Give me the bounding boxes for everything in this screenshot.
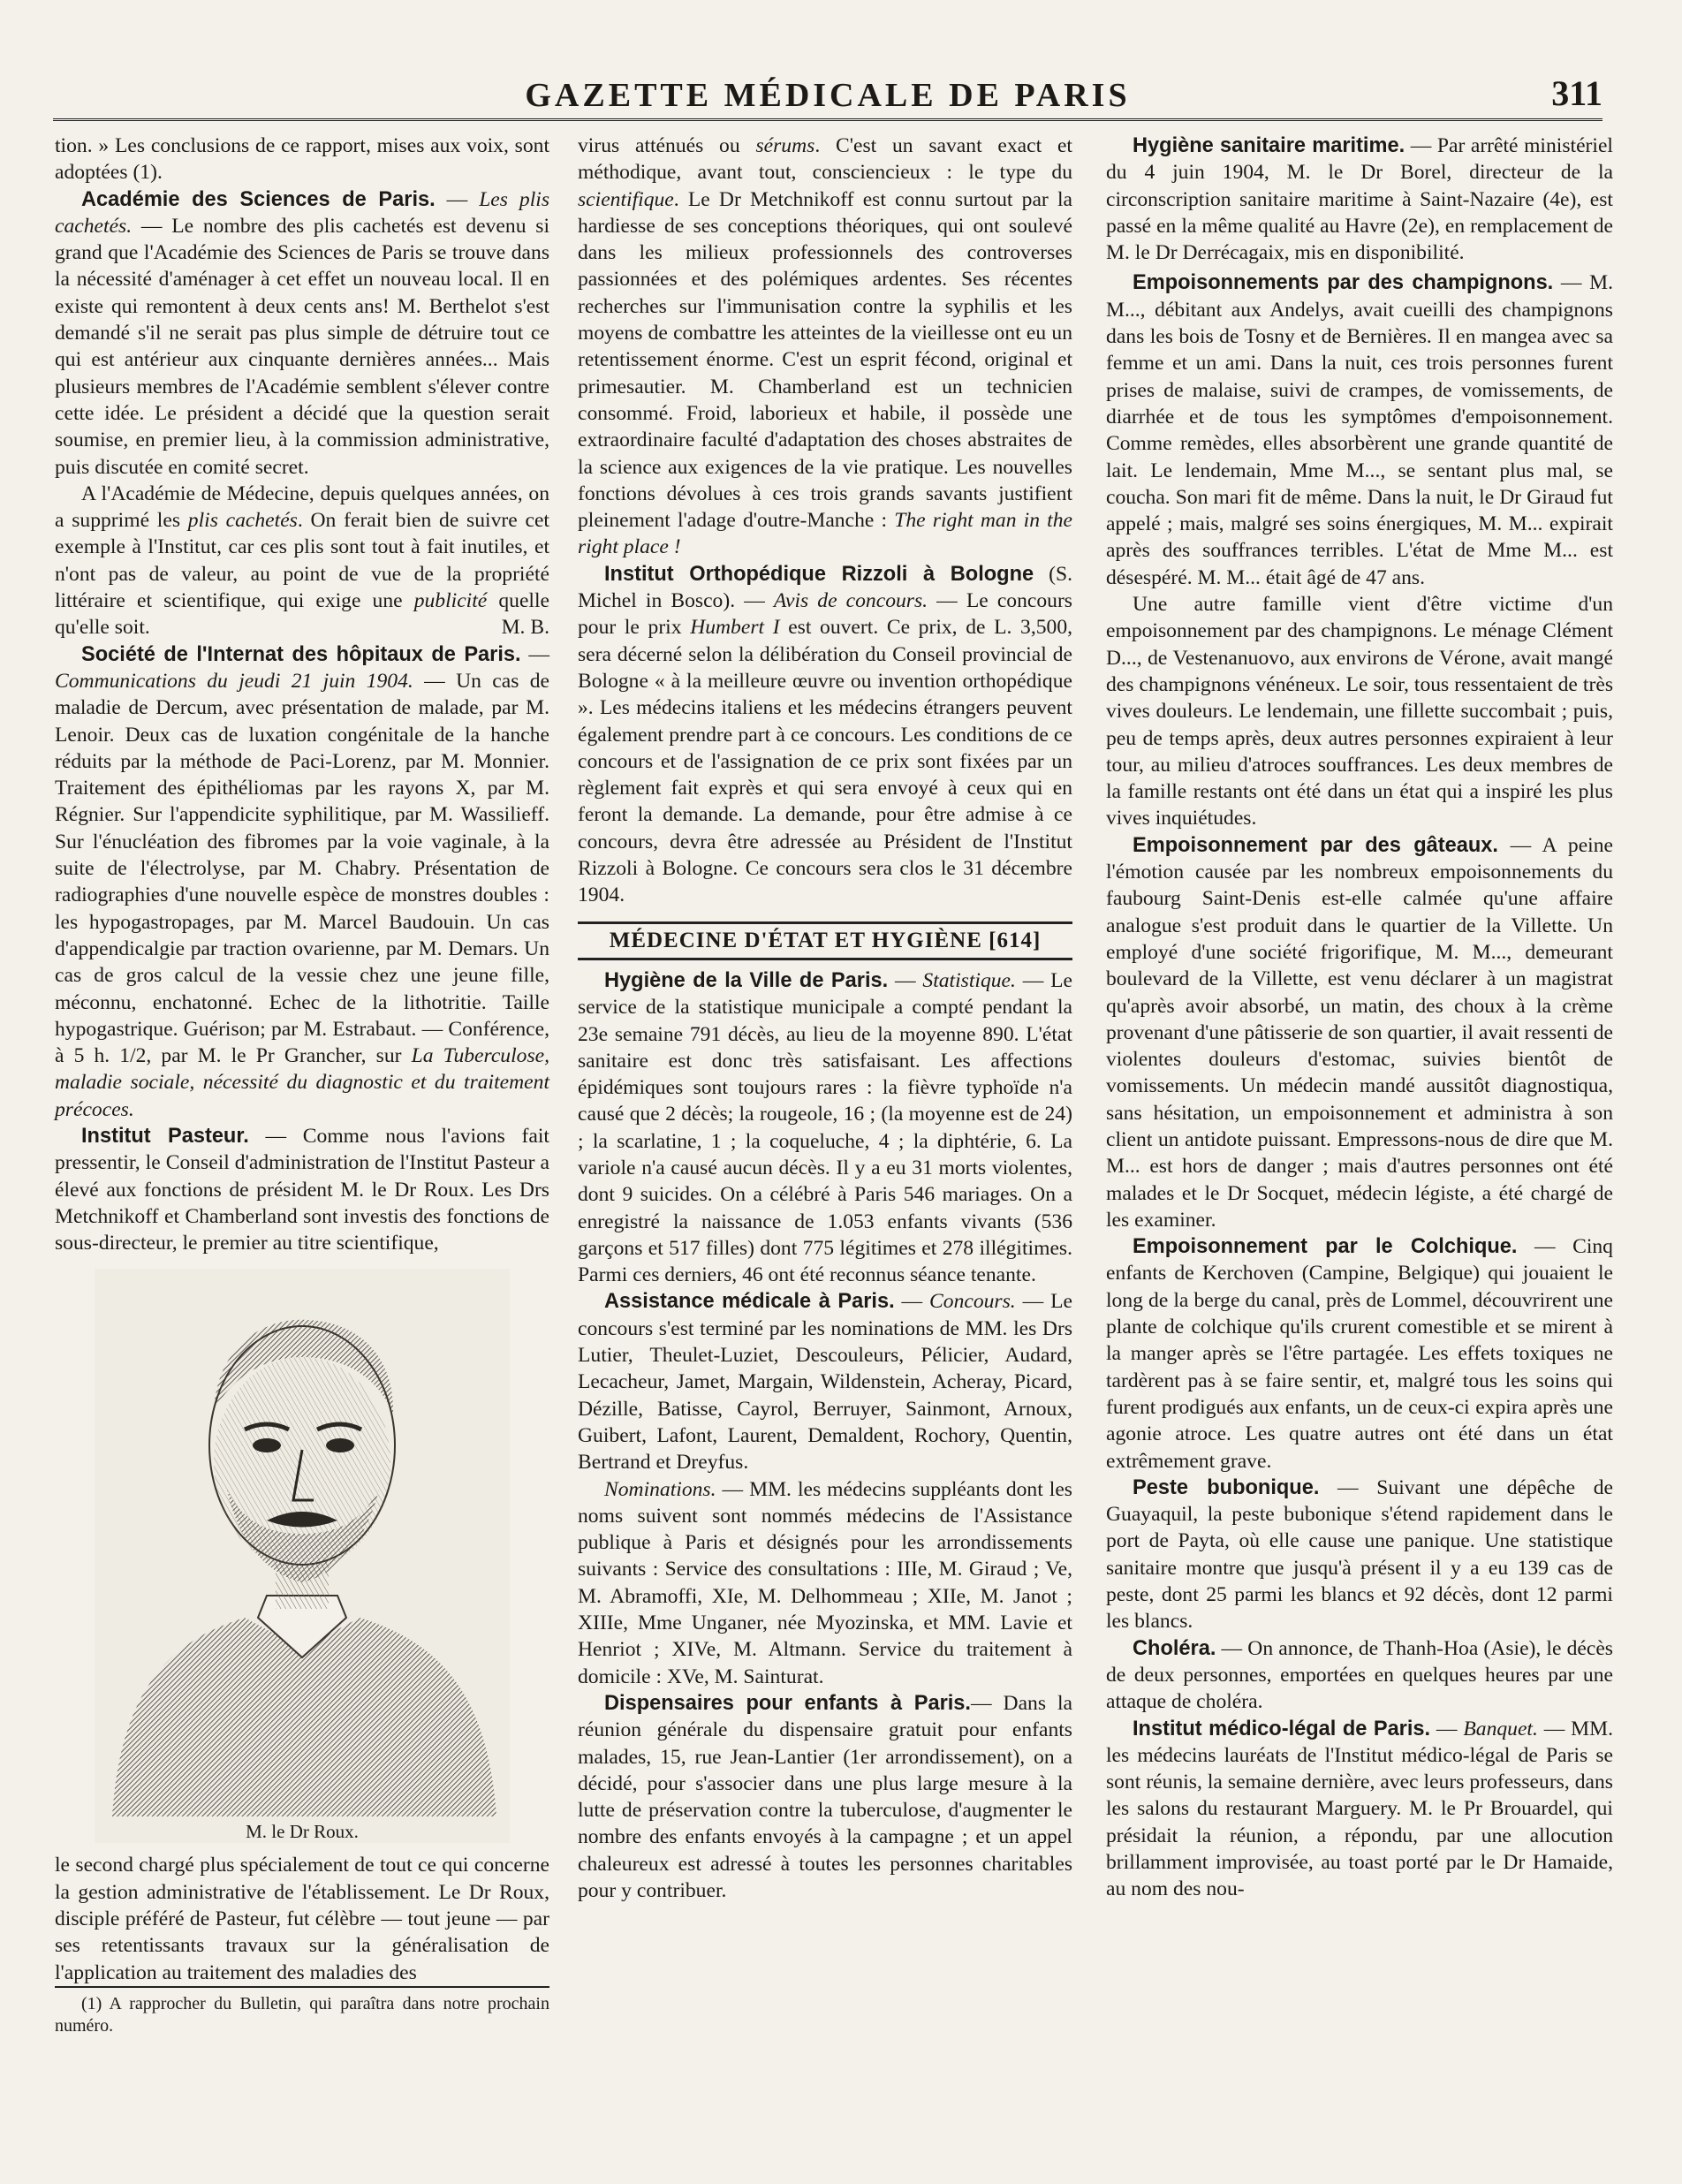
article-text-italic: La Tuberculose, maladie sociale, nécessité du diagnostic et du traitement précoces. [55, 1044, 549, 1121]
article-heading: Société de l'Internat des hôpitaux de Paris. [81, 642, 521, 666]
article-cholera [1106, 1635, 1613, 1716]
article-text: — A peine l'émotion causée par les nombreux empoisonnements du faubourg Saint-Denis est-elle calmée qu'une affaire analogue s'est produit dans le quartier de la Villette. Un employé d'une société frigorifique, M. M..., demeurant boulevard de la Villette, est venu déclarer à un magistrat qu'après avoir absorbé, un matin, des choux à la crème provenant d'une pâtisserie de son quartier, il avait ressenti de violentes douleurs d'estomac, suivies bientôt de vomissements. Un médecin mandé aussitôt diagnostiqua, sans hésitation, un empoisonnement et administra à son client un antidote puissant. Empressons-nous de dire que M. M... est hors de danger ; mais d'autres personnes ont été malades et le Dr Socquet, médecin légiste, a été chargé de les examiner. [1106, 833, 1614, 1232]
text-run: . On ferait bien de suivre cet exemple à l'Institut, car ces plis sont tout à fait inutiles, et n'ont pas de valeur, au point de vue de la propriété littéraire et scientifique, qui exige une [55, 509, 549, 613]
article-text: — On annonce, de Thanh-Hoa (Asie), le décès de deux personnes, emportées en quelques heures par une attaque de choléra. [1106, 1636, 1613, 1714]
article-text: — Par arrêté ministériel du 4 juin 1904, M. le Dr Borel, directeur de la circonscription sanitaire maritime à Saint-Nazaire (4e), est passé en la même qualité au Havre (2e), en remplacement de M. le Dr Derrécagaix, mis en disponibilité. [1106, 134, 1613, 265]
text-run-italic: plis cachetés [187, 509, 298, 533]
page-number: 311 [1551, 73, 1602, 113]
article-gateaux [1106, 832, 1613, 1233]
article-text: Le nombre des plis cachetés est devenu si grand que l'Académie des Sciences de Paris se trouve dans la nécessité d'aménager à cet effet un nouveau local. Il en existe qui remontent à deux cents ans! M. Berthelot s'est demandé s'il ne serait pas plus simple de détruire tout ce qui est antérieur aux cinquante dernières années... Mais plusieurs membres de l'Académie semblent s'élever contre cette idée. Le président a décidé que la question serait soumise, en premier lieu, à la commission administrative, puis discutée en comité secret. [55, 214, 549, 479]
article-heading: Choléra. [1133, 1636, 1216, 1660]
article-medico-legal: Institut médico-légal de Paris. — Banquet. — MM. les médecins lauréats de l'Institut médico-légal de Paris se sont réunis, la semaine dernière, avec leurs professeurs, dans les salons du restaurant Marguery. M. le Pr Brouardel, qui présidait la réunion, a répondu, par une allocution brillamment improvisée, au toast porté par le Dr Hamaide, au nom des nou- [1106, 1717, 1613, 1901]
text-run: . Le Dr Metchnikoff est connu surtout par la hardiesse de ses conceptions théoriques, qui ont soulevé dans les milieux professionnels des controverses passionnées et des polémiques ardentes. Ses récentes recherches sur l'immunisation contre la syphilis et les moyens de combattre les atteintes de la vieillesse ont eu un retentissement énorme. C'est un esprit fécond, original et primesautier. M. Chamberland est un technicien consommé. Froid, laborieux et habile, il possède une extraordinaire faculté d'adaptation des choses abstraites de la science aux exigences de la vie pratique. Les nouvelles fonctions dévolues à ces trois grands savants justifient pleinement l'adage d'outre-Manche : [578, 187, 1072, 533]
article-subheading: Les plis cachetés. [55, 187, 550, 238]
text-run: (S. Michel in Bosco). — [578, 562, 1072, 613]
article-subheading: Nominations. [604, 1477, 716, 1501]
article-heading: Empoisonnement par des gâteaux. [1133, 833, 1498, 857]
article-text: — Comme nous l'avions fait pressentir, le Conseil d'administration de l'Institut Pasteur a élevé aux fonctions de président M. le Dr Roux. Les Drs Metchnikoff et Chamberland sont investis des fonctions de sous-directeur, le premier au titre scientifique, [55, 1124, 549, 1255]
article-text: — MM. les médecins suppléants dont les noms suivent sont nommés médecins de l'Assistance publique à Paris et désignés pour les arrondissements suivants : Service des consultations : IIIe, M. Giraud ; Ve, M. Abramoffi, XIe, M. Delhommeau ; XIIe, M. Janot ; XIIIe, Mme Unganer, née Myozinska, et MM. Lavie et Henriot ; XIVe, M. Altmann. Service du traitement à domicile : XVe, M. Sainturat. [578, 1477, 1072, 1688]
article-assistance: Assistance médicale à Paris. — Concours. — Le concours s'est terminé par les nominations de MM. les Drs Lutier, Theulet-Luziet, Descouleurs, Pélicier, Audard, Lecacheur, Jamet, Margain, Wildenstein, Acheray, Picard, Dézille, Batisse, Cayrol, Berruyer, Sainmont, Arnoux, Guibert, Lafont, Laurent, Demaldent, Rochory, Quentin, Bertrand et Dreyfus. [578, 1290, 1072, 1475]
article-heading: Institut Pasteur. [81, 1124, 249, 1148]
article-subheading: Statistique. [922, 968, 1016, 992]
column-3 [1106, 133, 1613, 1903]
text-run-italic: scientifique [578, 187, 674, 211]
article-heading: Dispensaires pour enfants à Paris. [604, 1691, 971, 1715]
paragraph: tion. » Les conclusions de ce rapport, mises aux voix, sont adoptées (1). [55, 134, 549, 185]
column-2 [578, 133, 1072, 1904]
article-heading: Peste bubonique. [1133, 1475, 1320, 1499]
text-run: virus atténués ou [578, 134, 740, 157]
signature: M. B. [501, 616, 549, 640]
text-run: — Le concours pour le prix [578, 589, 1072, 640]
article-academie-sciences: Académie des Sciences de Paris. — Les plis cachetés. — Le nombre des plis cachetés est devenu si grand que l'Académie des Sciences de Paris se trouve dans la nécessité d'aménager à cet effet un nouveau local. Il en existe qui remontent à deux cents ans! M. Berthelot s'est demandé s'il ne serait pas plus simple de détruire tout ce qui est antérieur aux cinquante dernières années... Mais plusieurs membres de l'Académie semblent s'élever contre cette idée. Le président a décidé que la question serait soumise, en premier lieu, à la commission administrative, puis discutée en comité secret. [55, 187, 550, 479]
column-1 [55, 133, 549, 2037]
article-heading: Hygiène sanitaire maritime. [1133, 134, 1405, 157]
text-run: A l'Académie de Médecine, depuis quelques années, on a supprimé les [55, 482, 549, 533]
article-hygiene-maritime [1106, 133, 1613, 266]
article-subheading: Banquet. [1463, 1717, 1538, 1740]
page-header [53, 72, 1602, 121]
article-text: — Dans la réunion générale du dispensaire gratuit pour enfants malades, 15, rue Jean-Lantier (1er arrondissement), on a décidé, pour s'associer dans une plus large mesure à la lutte de préservation contre la tuberculose, d'augmenter le nombre des enfants envoyés à la campagne ; et un appel chaleureux est adressé à toutes les personnes charitables pour y contribuer. [578, 1691, 1072, 1902]
article-text: — Un cas de maladie de Dercum, avec présentation de malade, par M. Lenoir. Deux cas de luxation congénitale de la hanche réduits par la méthode de Paci-Lorenz, par M. Monnier. Traitement des épithéliomas par les rayons X, par M. Régnier. Sur l'appendicite syphilitique, par M. Wassilieff. Sur l'énucléation des fibromes par la voie vaginale, à la suite de l'électrolyse, par M. Chabry. Présentation de radiographies d'une nouvelle espèce de monstres doubles : les hypogastropages, par M. Marcel Baudouin. Un cas d'appendicalgie par traction ovarienne, par M. Demars. Un cas de gros calcul de la vessie chez une jeune fille, méconnu, enchatonné. Echec de la lithotritie. Taille hypogastrique. Guérison; par M. Estrabaut. — Conférence, à 5 h. 1/2, par M. le Pr Grancher, sur [55, 669, 549, 1068]
article-text: — M. M..., débitant aux Andelys, avait cueilli des champignons dans les bois de Tosny et de Bernières. Il en mangea avec sa femme et un ami. Dans la nuit, ces trois personnes furent prises de malaise, suivi de crampes, de vomissements, de diarrhée et de tous les symptômes d'empoisonnement. Comme remèdes, elles absorbèrent une grande quantité de lait. Le lendemain, Mme M..., se sentant plus mal, se coucha. Son mari fit de même. Dans la nuit, le Dr Giraud fut appelé ; mais, malgré ses soins énergiques, M. M... expirait après des souffrances terribles. L'état de Mme M... est désespéré. M. M... était âgé de 47 ans. [1106, 271, 1613, 589]
article-colchique [1106, 1233, 1613, 1475]
article-text: — Le service de la statistique municipale a compté pendant la 23e semaine 791 décès, au lieu de la moyenne 890. L'état sanitaire est donc très satisfaisant. Les affections épidémiques sont toujours rares : la fièvre typhoïde n'a causé que 2 décès; la rougeole, 16 ; (la moyenne est de 24) ; la scarlatine, 1 ; la coqueluche, 4 ; la diphtérie, 6. La variole n'a causé aucun décès. Il y a eu 31 morts violentes, dont 9 suicides. On a célébré à Paris 546 mariages. On a enregistré la naissance de 1.053 enfants vivants (536 garçons et 517 filles) dont 775 légitimes et 278 illégitimes. Parmi ces derniers, 46 ont été reconnus séance tenante. [578, 968, 1072, 1287]
text-run: est ouvert. Ce prix, de L. 3,500, sera décerné selon la délibération du Conseil provincial de Bologne « à la meilleure œuvre ou invention orthopédique ». Les médecins italiens et les médecins étrangers peuvent également prendre part à ce concours. Les conditions de ce concours et de l'assignation de ce prix sont fixées par un règlement fait exprès et qui sera envoyé à ceux qui en feront la demande. La demande, pour être admise à ce concours, devra être adressée au Président de l'Institut Rizzoli à Bologne. Ce concours sera clos le 31 décembre 1904. [578, 616, 1073, 907]
footnote: (1) A rapprocher du Bulletin, qui paraîtra dans notre prochain numéro. [55, 1986, 549, 2037]
article-subheading: Avis de concours. [773, 589, 928, 613]
article-text: — Le concours s'est terminé par les nominations de MM. les Drs Lutier, Theulet-Luziet, Descouleurs, Pélicier, Audard, Lecacheur, Jamet, Margain, Wildenstein, Acheray, Picard, Dézille, Batisse, Cayrol, Berruyer, Sainmont, Arnoux, Guibert, Lafont, Laurent, Demaldent, Rochory, Quentin, Bertrand et Dreyfus. [578, 1290, 1072, 1475]
portrait-engraving [95, 1269, 510, 1843]
paragraph: le second chargé plus spécialement de tout ce qui concerne la gestion administrative de l'établissement. Le Dr Roux, disciple préféré de Pasteur, fut célèbre — tout jeune — par ses retentissants travaux sur la généralisation de l'application au traitement des maladies des [55, 1854, 549, 1984]
paragraph [55, 481, 549, 641]
article-hygiene-paris: Hygiène de la Ville de Paris. — Statistique. — Le service de la statistique municipale a compté pendant la 23e semaine 791 décès, au lieu de la moyenne 890. L'état sanitaire est donc très satisfaisant. Les affections épidémiques sont toujours rares : la fièvre typhoïde n'a causé que 2 décès; la rougeole, 16 ; (la moyenne est de 24) ; la scarlatine, 1 ; la coqueluche, 4 ; la diphtérie, 6. La variole n'a causé aucun décès. Il y a eu 31 morts violentes, dont 9 suicides. On a célébré à Paris 546 mariages. On a enregistré la naissance de 1.053 enfants vivants (536 garçons et 517 filles) dont 775 légitimes et 278 illégitimes. Parmi ces derniers, 46 ont été reconnus séance tenante. [578, 968, 1072, 1287]
article-heading: Hygiène de la Ville de Paris. [604, 968, 889, 992]
article-rizzoli [578, 561, 1072, 909]
paragraph [578, 1476, 1072, 1690]
article-peste [1106, 1475, 1613, 1635]
text-run-italic: sérums [755, 134, 815, 157]
article-heading: Académie des Sciences de Paris. [81, 187, 436, 211]
article-heading: Empoisonnements par des champignons. [1133, 271, 1554, 295]
text-run-italic: The right man in the right place ! [578, 509, 1072, 559]
article-dispensaires [578, 1690, 1072, 1904]
portrait-illustration [95, 1269, 510, 1816]
article-heading: Institut Orthopédique Rizzoli à Bologne [604, 562, 1034, 586]
article-subheading: Communications du jeudi 21 juin 1904. [55, 669, 413, 693]
portrait-caption: M. le Dr Roux. [246, 1821, 359, 1843]
text-run: quelle qu'elle soit. [55, 589, 550, 640]
article-heading: Empoisonnement par le Colchique. [1133, 1235, 1518, 1259]
paragraph [578, 133, 1072, 561]
article-institut-pasteur [55, 1123, 549, 1256]
journal-title: GAZETTE MÉDICALE DE PARIS [525, 77, 1131, 114]
article-champignons [1106, 269, 1613, 591]
article-text: — Cinq enfants de Kerchoven (Campine, Belgique) qui jouaient le long de la berge du canal, près de Lommel, découvrirent une plante de colchique qu'ils crurent comestible et se mirent à la manger après se l'être partagée. Les effets toxiques ne tardèrent pas à se faire sentir, et, malgré tous les soins qui furent prodigués aux enfants, un de ceux-ci expira après une agonie atroce. Les quatre autres ont été dans un état extrêmement grave. [1106, 1235, 1613, 1473]
article-heading: Assistance médicale à Paris. [604, 1290, 895, 1314]
article-text: — MM. les médecins lauréats de l'Institut médico-légal de Paris se sont réunis, la semaine dernière, avec leurs professeurs, dans les salons du restaurant Marguery. M. le Pr Brouardel, qui présidait la réunion, a répondu, par une allocution brillamment improvisée, au toast porté par le Dr Hamaide, au nom des nou- [1106, 1717, 1613, 1901]
text-run-italic: Humbert I [690, 616, 780, 640]
text-run: . C'est un savant exact et méthodique, avant tout, consciencieux : le type du [578, 134, 1072, 185]
article-text: — Suivant une dépêche de Guayaquil, la peste bubonique s'étend rapidement dans le port de Payta, où elle cause une panique. Une statistique sanitaire montre que jusqu'à présent il y a eu 139 cas de peste, dont 25 parmi les blancs et 92 décès, dont 12 parmi les blancs. [1106, 1475, 1613, 1634]
text-run-italic: publicité [413, 589, 488, 613]
article-subheading: Concours. [929, 1290, 1016, 1314]
section-heading: MÉDECINE D'ÉTAT ET HYGIÈNE [614] [578, 921, 1072, 960]
article-heading: Institut médico-légal de Paris. [1133, 1717, 1431, 1740]
paragraph: Une autre famille vient d'être victime d'un empoisonnement par des champignons. Le ménage Clément D..., de Vestenanuovo, aux environs de Vérone, avait mangé des champignons vénéneux. Le soir, tous ressentaient de très vives douleurs. Le lendemain, une fillette succombait ; puis, peu de temps après, deux autres personnes expiraient à leur tour, au milieu d'atroces souffrances. Les deux membres de la famille restants ont été dans un état qui a inspiré les plus vives inquiétudes. [1106, 593, 1613, 830]
article-internat: Société de l'Internat des hôpitaux de Paris. — Communications du jeudi 21 juin 1904. — Un cas de maladie de Dercum, avec présentation de malade, par M. Lenoir. Deux cas de luxation congénitale de la hanche réduits par la méthode de Paci-Lorenz, par M. Monnier. Traitement des épithéliomas par les rayons X, par M. Régnier. Sur l'appendicite syphilitique, par M. Wassilieff. Sur l'énucléation des fibromes par la voie vaginale, à la suite de l'électrolyse, par M. Chabry. Présentation de radiographies d'une nouvelle espèce de monstres doubles : les hypogastropages, par M. Marcel Baudouin. Un cas d'appendicalgie par traction ovarienne, par M. Demars. Un cas de gros calcul de la vessie chez une jeune fille, méconnu, enchatonné. Echec de la lithotritie. Taille hypogastrique. Guérison; par M. Estrabaut. — Conférence, à 5 h. 1/2, par M. le Pr Grancher, sur La Tuberculose, maladie sociale, nécessité du diagnostic et du traitement précoces. [55, 642, 549, 1121]
